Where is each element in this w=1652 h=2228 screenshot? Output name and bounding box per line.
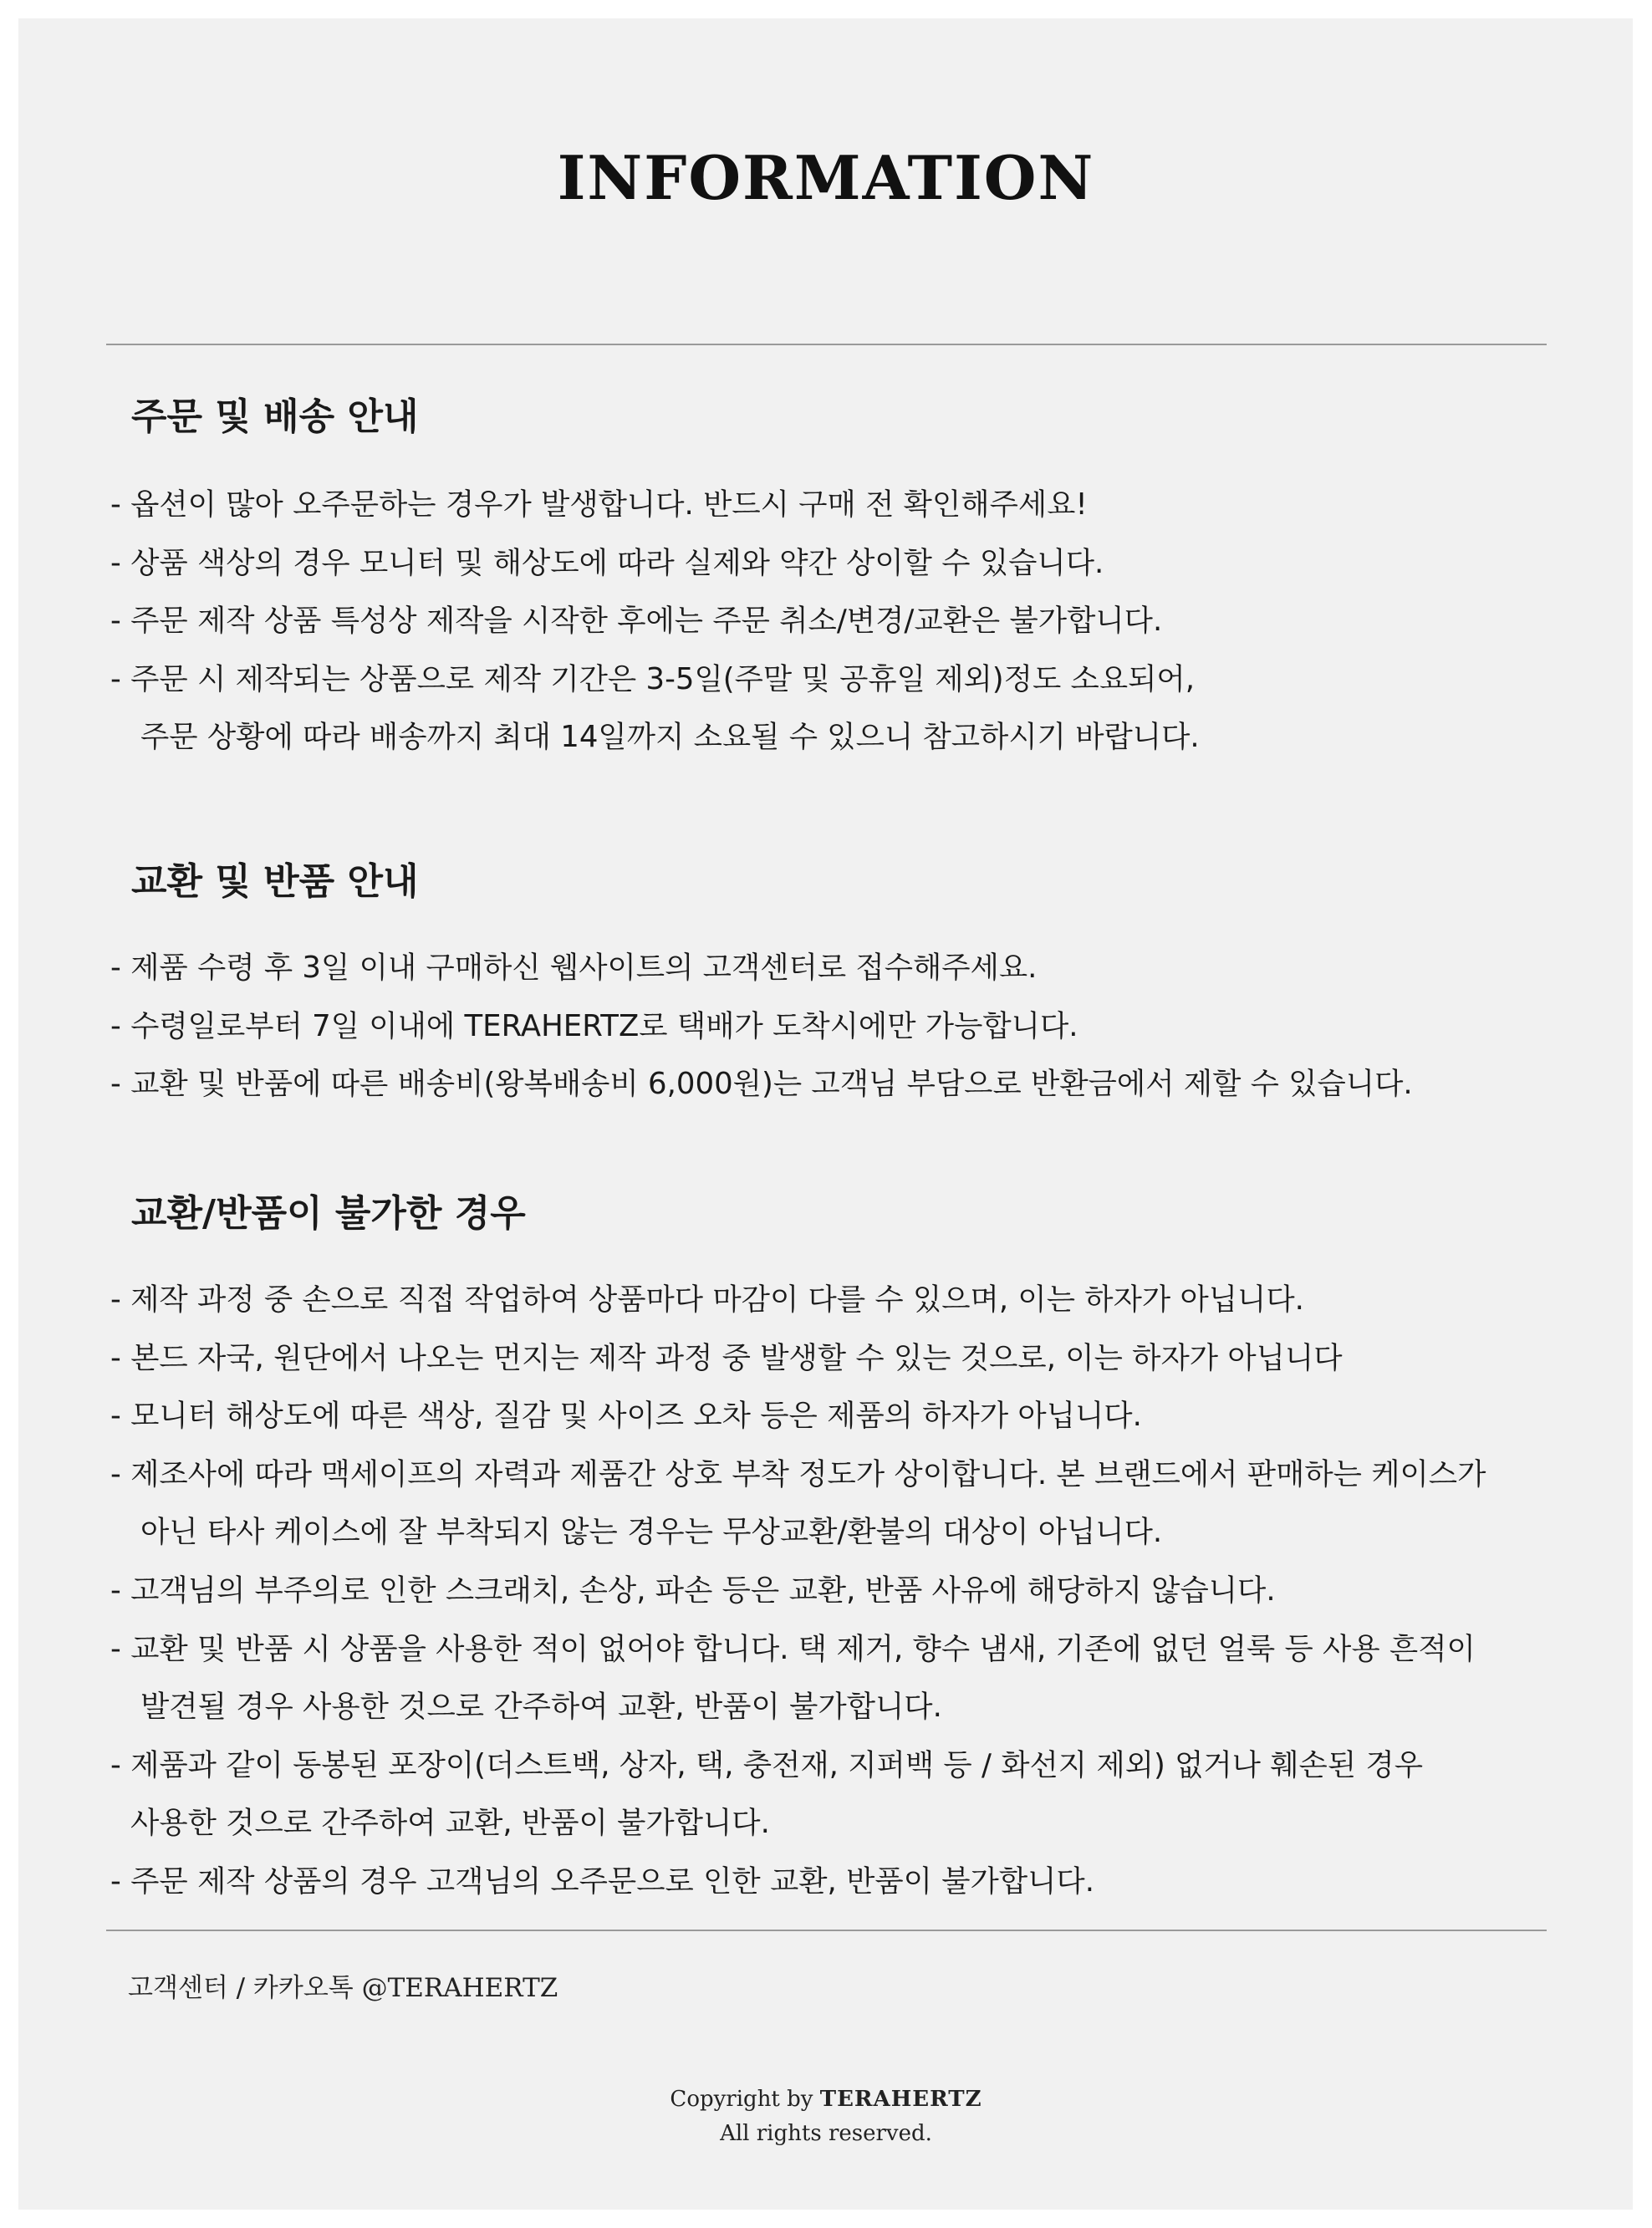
section-title-order-shipping: 주문 및 배송 안내: [131, 395, 419, 438]
section-title-exchange-return: 교환 및 반품 안내: [131, 860, 419, 903]
copyright-prefix: Copyright by: [670, 2087, 820, 2112]
section-title-not-allowed: 교환/반품이 불가한 경우: [131, 1192, 526, 1235]
bottom-divider: [106, 1930, 1547, 1931]
list-item: - 고객님의 부주의로 인한 스크래치, 손상, 파손 등은 교환, 반품 사유에 해당하지 않습니다.: [110, 1573, 1276, 1608]
order-shipping-list: [110, 476, 1200, 767]
copyright: [0, 2083, 1652, 2151]
list-item: - 본드 자국, 원단에서 나오는 먼지는 제작 과정 중 발생할 수 있는 것으로, 이는 하자가 아닙니다: [110, 1340, 1343, 1375]
list-item: - 주문 시 제작되는 상품으로 제작 기간은 3-5일(주말 및 공휴일 제외)정도 소요되어,: [110, 661, 1195, 696]
list-item: - 제작 과정 중 손으로 직접 작업하여 상품마다 마감이 다를 수 있으며, 이는 하자가 아닙니다.: [110, 1282, 1304, 1317]
list-item: - 주문 제작 상품 특성상 제작을 시작한 후에는 주문 취소/변경/교환은 불가합니다.: [110, 604, 1163, 639]
list-item-continuation: 사용한 것으로 간주하여 교환, 반품이 불가합니다.: [130, 1806, 770, 1841]
contact-label: 고객센터 / 카카오톡: [128, 1973, 362, 2003]
customer-center-contact: [128, 1966, 558, 2004]
copyright-line: [0, 2083, 1652, 2117]
list-item-continuation: 아닌 타사 케이스에 잘 부착되지 않는 경우는 무상교환/환불의 대상이 아닙니다.: [140, 1515, 1163, 1550]
list-item: - 제조사에 따라 맥세이프의 자력과 제품간 상호 부착 정도가 상이합니다. 본 브랜드에서 판매하는 케이스가: [110, 1456, 1486, 1491]
exchange-return-list: [110, 939, 1413, 1114]
list-item: - 교환 및 반품에 따른 배송비(왕복배송비 6,000원)는 고객님 부담으로 반환금에서 제할 수 있습니다.: [110, 1067, 1413, 1102]
list-item: - 제품 수령 후 3일 이내 구매하신 웹사이트의 고객센터로 접수해주세요.: [110, 951, 1038, 985]
list-item: - 주문 제작 상품의 경우 고객님의 오주문으로 인한 교환, 반품이 불가합니다.: [110, 1863, 1095, 1899]
list-item: - 모니터 해상도에 따른 색상, 질감 및 사이즈 오차 등은 제품의 하자가 아닙니다.: [110, 1399, 1142, 1434]
top-divider: [106, 344, 1547, 345]
rights-reserved: All rights reserved.: [720, 2121, 932, 2146]
list-item: - 교환 및 반품 시 상품을 사용한 적이 없어야 합니다. 택 제거, 향수 냄새, 기존에 없던 얼룩 등 사용 흔적이: [110, 1631, 1476, 1666]
list-item: - 제품과 같이 동봉된 포장이(더스트백, 상자, 택, 충전재, 지퍼백 등 / 화선지 제외) 없거나 훼손된 경우: [110, 1747, 1424, 1782]
not-allowed-list: [110, 1271, 1486, 1911]
kakao-handle: @TERAHERTZ: [361, 1973, 558, 2003]
list-item: - 옵션이 많아 오주문하는 경우가 발생합니다. 반드시 구매 전 확인해주세요!: [110, 487, 1088, 522]
list-item: - 상품 색상의 경우 모니터 및 해상도에 따라 실제와 약간 상이할 수 있습니다.: [110, 545, 1104, 580]
list-item-continuation: 주문 상황에 따라 배송까지 최대 14일까지 소요될 수 있으니 참고하시기 바랍니다.: [140, 720, 1200, 755]
brand-name: TERAHERTZ: [819, 2087, 982, 2112]
list-item-continuation: 발견될 경우 사용한 것으로 간주하여 교환, 반품이 불가합니다.: [140, 1690, 942, 1725]
page-title: INFORMATION: [557, 142, 1095, 213]
list-item: - 수령일로부터 7일 이내에 TERAHERTZ로 택배가 도착시에만 가능합니다.: [110, 1008, 1078, 1043]
